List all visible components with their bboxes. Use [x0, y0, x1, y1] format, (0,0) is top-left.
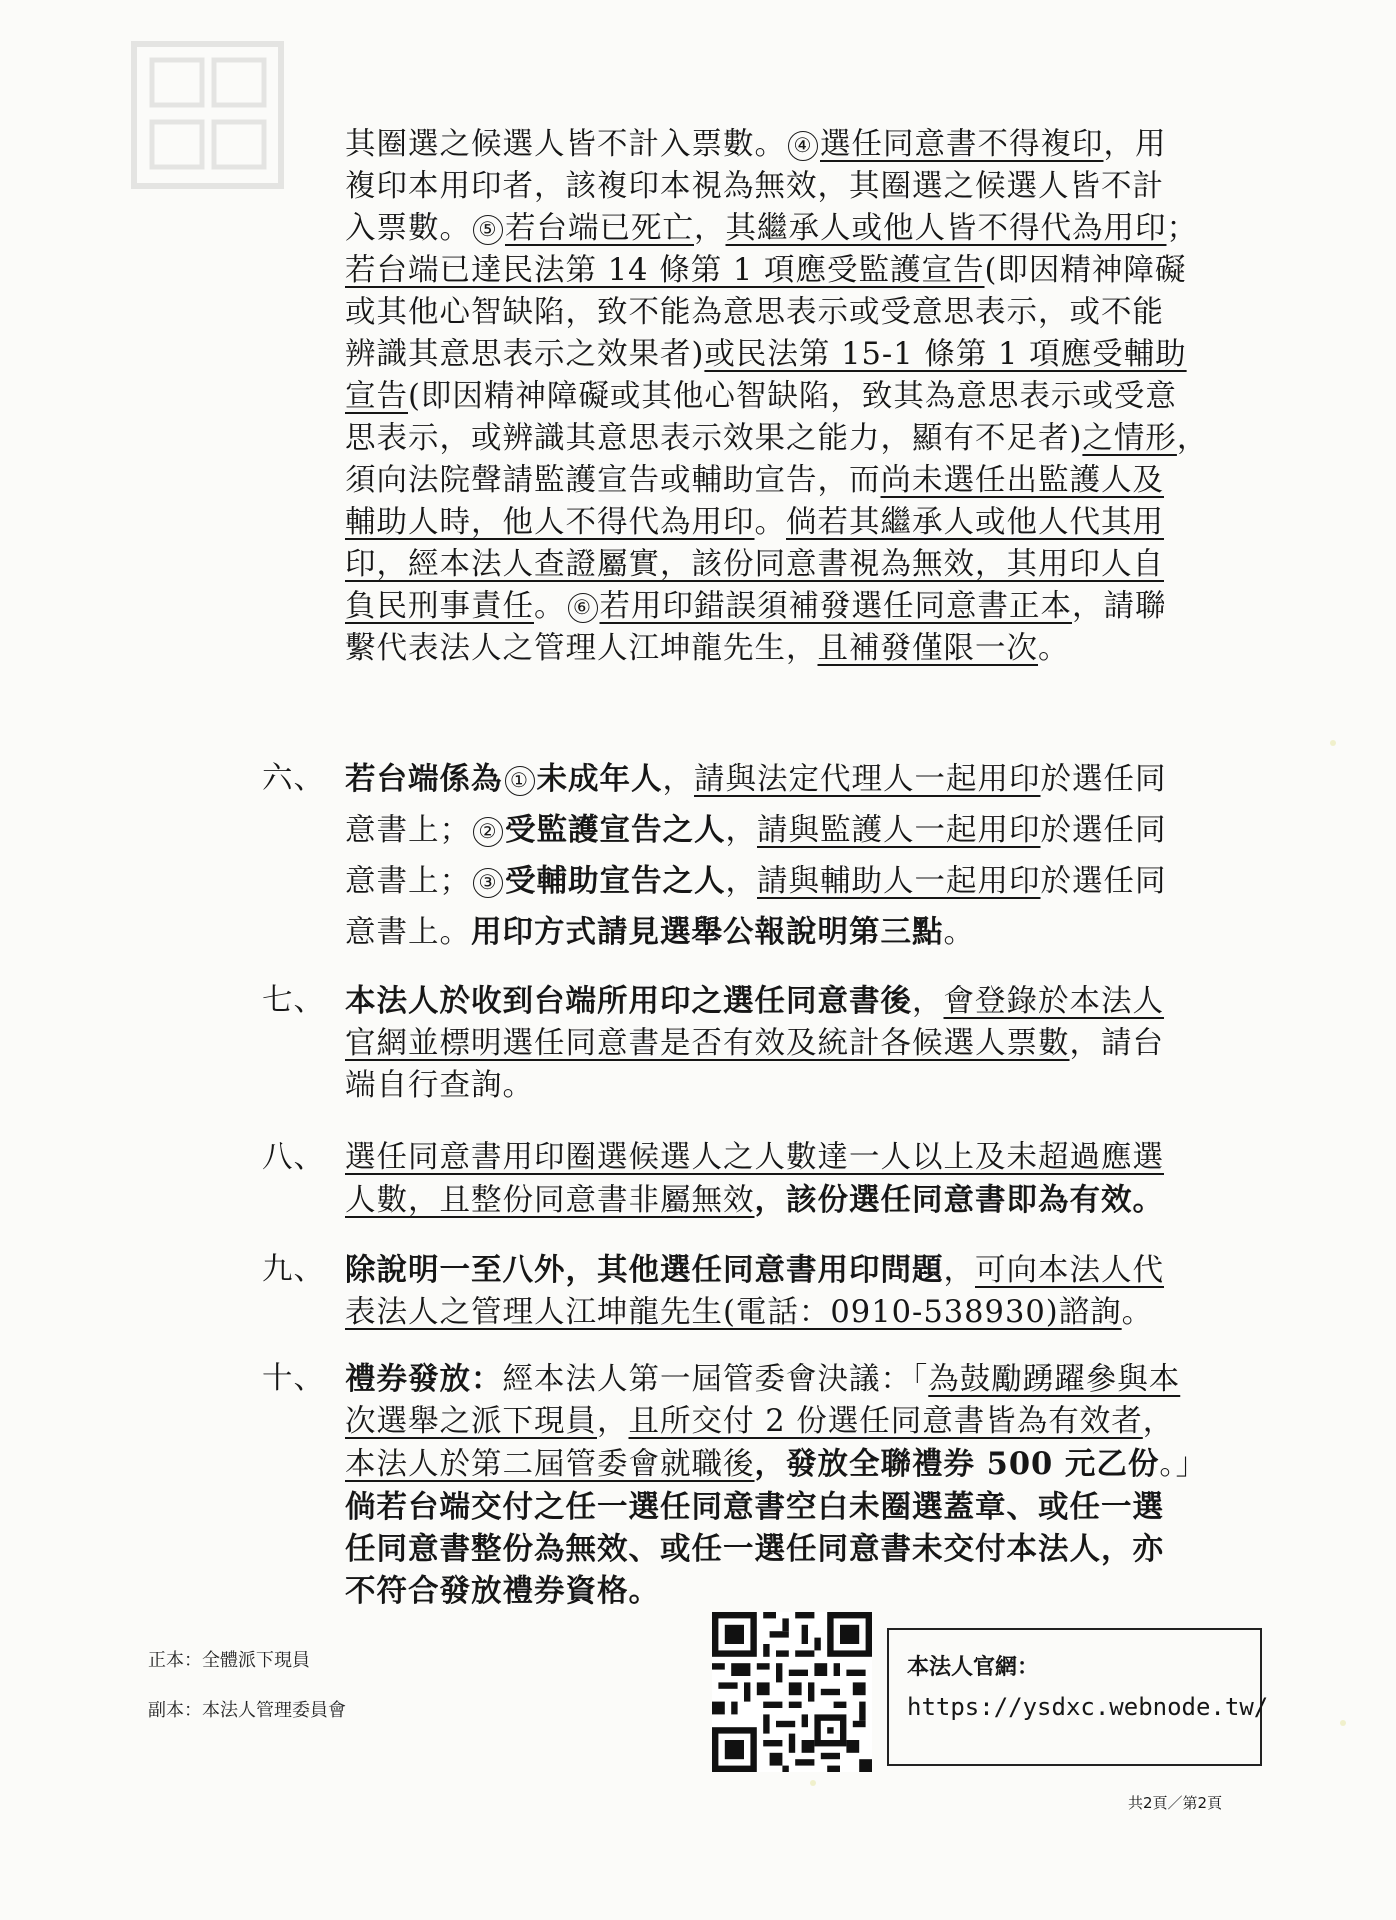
scan-speck	[1330, 740, 1336, 746]
text: 。	[1038, 631, 1070, 666]
item-number: 八、	[262, 1140, 325, 1175]
text-line	[345, 250, 1237, 292]
distribution-copy: 副本：本法人管理委員會	[148, 1700, 346, 1721]
text: 倘若其繼承人或他人代其用	[786, 505, 1164, 540]
text-line	[345, 628, 1237, 670]
text: 於選任同	[1040, 813, 1167, 848]
text: 思表示，或辨識其意思表示效果之能力，顯有不足者)	[345, 421, 1083, 456]
text: ，	[1176, 421, 1209, 456]
text-line: 倘若台端交付之任一選任同意書空白未圈選蓋章、或任一選	[345, 1489, 1164, 1525]
text: ；	[1166, 211, 1198, 246]
text: 複印本用印者，該複印本視為無效，其圈選之候選人皆不計	[345, 169, 1164, 204]
text-line	[345, 758, 1237, 801]
text: 端自行查詢。	[345, 1068, 534, 1103]
text: ，	[943, 1253, 975, 1288]
text-line	[345, 124, 1237, 166]
text: 若台端已死亡	[505, 211, 694, 246]
text: 若台端已達民法第 14 條第 1 項應受監護宣告	[345, 253, 985, 288]
item-eight	[262, 1137, 1237, 1222]
text-line	[345, 980, 1237, 1023]
page-number: 共2頁／第2頁	[1128, 1794, 1223, 1812]
text: 本法人於收到台端所用印之選任同意書後	[345, 983, 912, 1019]
text: 除說明一至八外，其他選任同意書用印問題	[345, 1252, 944, 1288]
text-line	[345, 1292, 1237, 1334]
text-line	[345, 376, 1237, 418]
scan-speck	[1340, 1720, 1346, 1726]
text-line	[345, 334, 1237, 376]
text-line	[345, 1023, 1237, 1065]
text: 受監護宣告之人	[505, 812, 726, 848]
text: 請與法定代理人一起用印	[694, 762, 1041, 797]
text: 受輔助宣告之人	[505, 863, 726, 899]
text-line	[345, 418, 1237, 460]
item-content	[345, 1358, 1237, 1612]
text-line	[345, 586, 1237, 628]
text: 須向法院聲請監護宣告或輔助宣告，而	[345, 463, 881, 498]
text: ，	[597, 1404, 629, 1439]
text: 請與輔助人一起用印	[757, 864, 1041, 899]
text: 輔助人時，他人不得代為用印	[345, 505, 755, 540]
text: 尚未選任出監護人及	[880, 463, 1164, 498]
text-line	[345, 809, 1237, 852]
item-seven	[262, 980, 1237, 1107]
text: 意書上；	[345, 813, 471, 848]
text: ，	[725, 864, 757, 899]
text: 會登錄於本法人	[943, 984, 1164, 1019]
text-line	[345, 911, 1237, 954]
text: ，請聯	[1072, 589, 1167, 624]
text: 若台端係為	[345, 761, 503, 797]
text: 表法人之管理人江坤龍先生(電話：0910-538930)諮詢	[345, 1295, 1122, 1330]
circled-number: ⑥	[568, 593, 598, 623]
text: 未成年人	[536, 761, 663, 797]
text: 意書上。	[345, 915, 471, 950]
text: 請與監護人一起用印	[757, 813, 1041, 848]
continuation-paragraph	[345, 124, 1237, 670]
text: 負民刑事責任	[345, 589, 534, 624]
distribution-original: 正本：全體派下現員	[148, 1650, 310, 1671]
text: 為鼓勵踴躍參與本	[928, 1362, 1181, 1397]
text-line: 不符合發放禮券資格。	[345, 1573, 660, 1609]
text-line	[345, 544, 1237, 586]
text: 禮券發放：	[345, 1361, 503, 1397]
text: (即因精神障礙	[984, 253, 1187, 288]
item-content	[345, 758, 1237, 954]
text: 其圈選之候選人皆不計入票數。	[345, 127, 786, 162]
text: 用印方式請見選舉公報說明第三點	[471, 914, 944, 950]
website-box	[887, 1628, 1269, 1766]
text: 印，經本法人查證屬實，該份同意書視為無效，其用印人自	[345, 547, 1164, 582]
text: 其繼承人或他人皆不得代為用印	[725, 211, 1167, 246]
text: 次選舉之派下現員	[345, 1404, 597, 1439]
text: 且補發僅限一次	[817, 631, 1038, 666]
text: ，	[725, 813, 757, 848]
circled-number: ③	[473, 868, 503, 898]
text: ，	[912, 984, 944, 1019]
item-number: 七、	[262, 983, 325, 1018]
text: 選任同意書用印圈選候選人之人數達一人以上及未超過應選	[345, 1140, 1164, 1175]
text: 若用印錯誤須補發選任同意書正本	[599, 589, 1072, 624]
scan-speck	[810, 1780, 816, 1786]
text: 意書上；	[345, 864, 471, 899]
item-nine	[262, 1249, 1237, 1334]
text: 之情形	[1082, 421, 1177, 456]
website-title: 本法人官網：	[907, 1655, 1040, 1680]
item-number: 九、	[262, 1252, 325, 1287]
circled-number: ④	[788, 131, 818, 161]
text: 官網並標明選任同意書是否有效及統計各候選人票數	[345, 1026, 1070, 1061]
item-content	[345, 980, 1237, 1107]
item-number: 十、	[262, 1361, 325, 1396]
circled-number: ⑤	[473, 215, 503, 245]
text: 人數，且整份同意書非屬無效	[345, 1183, 755, 1218]
text: 於選任同	[1040, 762, 1167, 797]
text: (即因精神障礙或其他心智缺陷，致其為意思表示或受意	[408, 379, 1177, 414]
text: 。	[943, 915, 975, 950]
text: ，	[694, 211, 726, 246]
text-line	[345, 502, 1237, 544]
text-line	[345, 1443, 1237, 1486]
text: 宣告	[345, 379, 408, 414]
item-ten	[262, 1358, 1237, 1612]
text: ，發放全聯禮券 500 元乙份	[754, 1446, 1160, 1482]
text: 。	[754, 505, 786, 540]
circled-number: ②	[473, 817, 503, 847]
text: ，用	[1103, 127, 1167, 162]
text-line	[345, 860, 1237, 903]
text: 繫代表法人之管理人江坤龍先生，	[345, 631, 818, 666]
text: 可向本法人代	[975, 1253, 1164, 1288]
text: ，該份選任同意書即為有效。	[754, 1182, 1164, 1218]
text-line	[345, 460, 1237, 502]
text: 選任同意書不得複印	[820, 127, 1104, 162]
item-number: 六、	[262, 761, 325, 796]
text: 辨識其意思表示之效果者)	[345, 337, 705, 372]
text-line	[345, 208, 1237, 250]
text: 。」	[1159, 1447, 1208, 1482]
faint-seal-mark	[130, 40, 285, 190]
text: 。	[534, 589, 566, 624]
text: 且所交付 2 份選任同意書皆為有效者	[628, 1404, 1143, 1439]
text: ，請台	[1069, 1026, 1164, 1061]
circled-number: ①	[505, 766, 535, 796]
text-line	[345, 1249, 1237, 1292]
text-line	[345, 292, 1237, 334]
text-line	[345, 1137, 1237, 1179]
text: 本法人於第二屆管委會就職後	[345, 1447, 755, 1482]
text: 經本法人第一屆管委會決議：「	[502, 1362, 929, 1397]
item-six	[262, 758, 1237, 954]
text-line	[345, 1401, 1237, 1443]
text: ，	[662, 762, 694, 797]
text-line	[345, 1358, 1237, 1401]
text: 於選任同	[1040, 864, 1167, 899]
text-line	[345, 1065, 1237, 1107]
text-line	[345, 166, 1237, 208]
text: 或民法第 15-1 條第 1 項應受輔助	[704, 337, 1187, 372]
website-link[interactable]: https://ysdxc.webnode.tw/	[907, 1693, 1269, 1721]
text: ，	[1142, 1404, 1175, 1439]
text-line: 任同意書整份為無效、或任一選任同意書未交付本法人，亦	[345, 1531, 1164, 1567]
text: 。	[1121, 1295, 1154, 1330]
text: 入票數。	[345, 211, 471, 246]
qr-code-icon	[712, 1612, 872, 1772]
item-content	[345, 1249, 1237, 1334]
text-line	[345, 1179, 1237, 1222]
text: 或其他心智缺陷，致不能為意思表示或受意思表示，或不能	[345, 295, 1164, 330]
item-content	[345, 1137, 1237, 1222]
